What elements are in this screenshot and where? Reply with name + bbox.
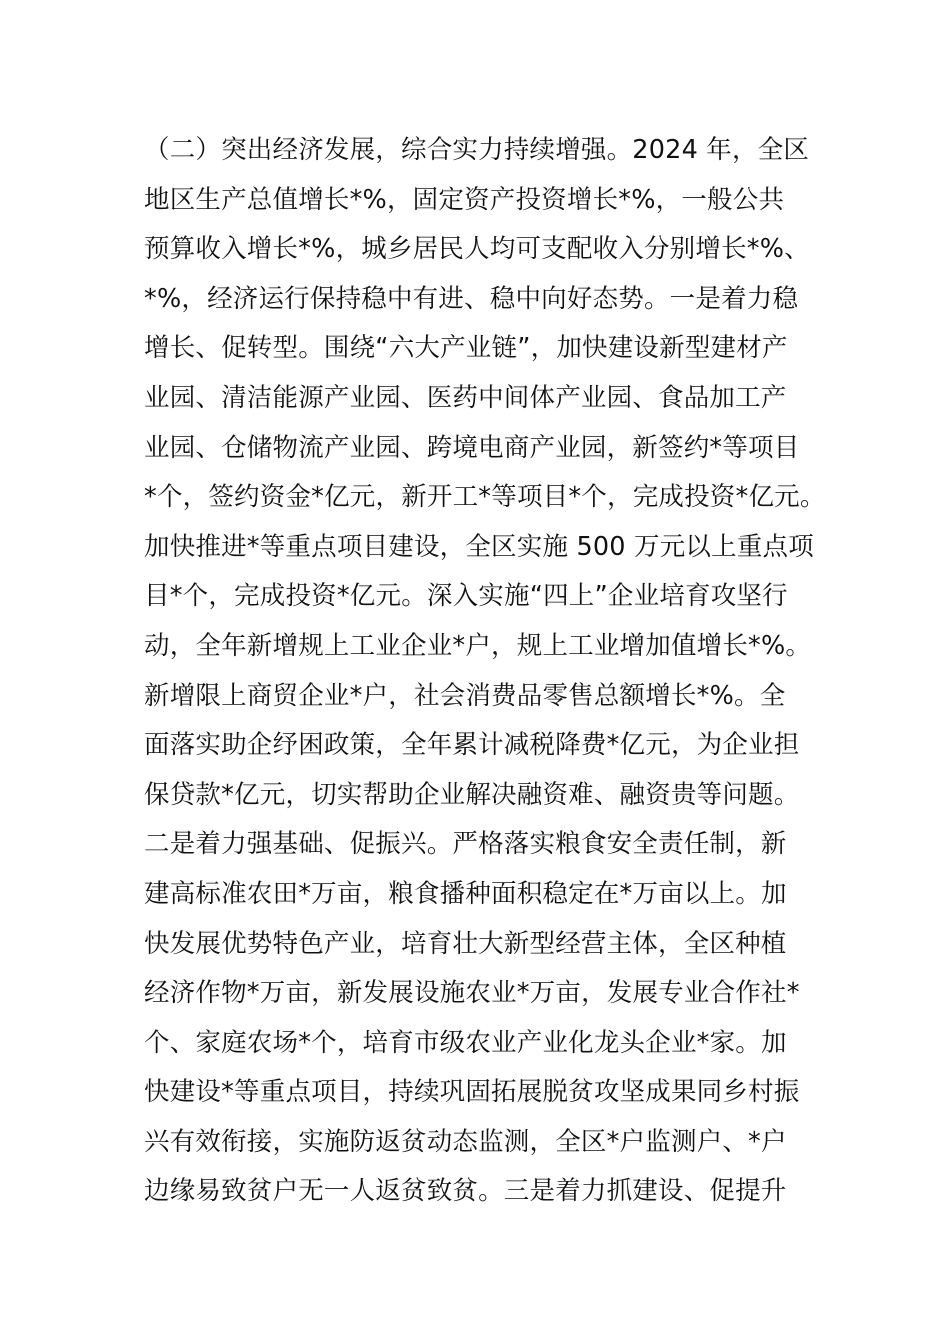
text-line-2: 地区生产总值增长*%，固定资产投资增长*%，一般公共 [144,184,785,215]
text-line-6: 业园、清洁能源产业园、医药中间体产业园、食品加工产 [144,382,787,413]
text-line-22: 边缘易致贫户无一人返贫致贫。三是着力抓建设、促提升 [144,1176,787,1207]
text-line-1: （二）突出经济发展，综合实力持续增强。2024 年，全区 [144,135,810,165]
text-line-18: 经济作物*万亩，新发展设施农业*万亩，发展专业合作社* [144,978,800,1009]
text-line-17: 快发展优势特色产业，培育壮大新型经营主体，全区种植 [144,928,787,959]
text-line-13: 面落实助企纾困政策，全年累计减税降费*亿元，为企业担 [144,730,800,761]
text-line-4: *%，经济运行保持稳中有进、稳中向好态势。一是着力稳 [144,283,799,314]
text-line-15: 二是着力强基础、促振兴。严格落实粮食安全责任制，新 [144,829,787,860]
text-line-11: 动，全年新增规上工业企业*户，规上工业增加值增长*%。 [144,630,812,661]
text-line-5: 增长、促转型。围绕“六大产业链”，加快建设新型建材产 [144,333,788,364]
text-line-9: 加快推进*等重点项目建设，全区实施 500 万元以上重点项 [144,531,814,562]
text-line-16: 建高标准农田*万亩，粮食播种面积稳定在*万亩以上。加 [144,878,787,909]
text-line-3: 预算收入增长*%，城乡居民人均可支配收入分别增长*%、 [144,234,810,265]
body-paragraph [144,126,834,1217]
text-line-12: 新增限上商贸企业*户，社会消费品零售总额增长*%。全 [144,680,786,711]
text-line-7: 业园、仓储物流产业园、跨境电商产业园，新签约*等项目 [144,432,800,463]
text-line-8: *个，签约资金*亿元，新开工*等项目*个，完成投资*亿元。 [144,482,826,513]
text-line-21: 兴有效衔接，实施防返贫动态监测，全区*户监测户、*户 [144,1126,787,1157]
text-line-19: 个、家庭农场*个，培育市级农业产业化龙头企业*家。加 [144,1027,787,1058]
text-line-20: 快建设*等重点项目，持续巩固拓展脱贫攻坚成果同乡村振 [144,1077,800,1108]
text-line-14: 保贷款*亿元，切实帮助企业解决融资难、融资贵等问题。 [144,779,800,810]
text-line-10: 目*个，完成投资*亿元。深入实施“四上”企业培育攻坚行 [144,581,788,612]
